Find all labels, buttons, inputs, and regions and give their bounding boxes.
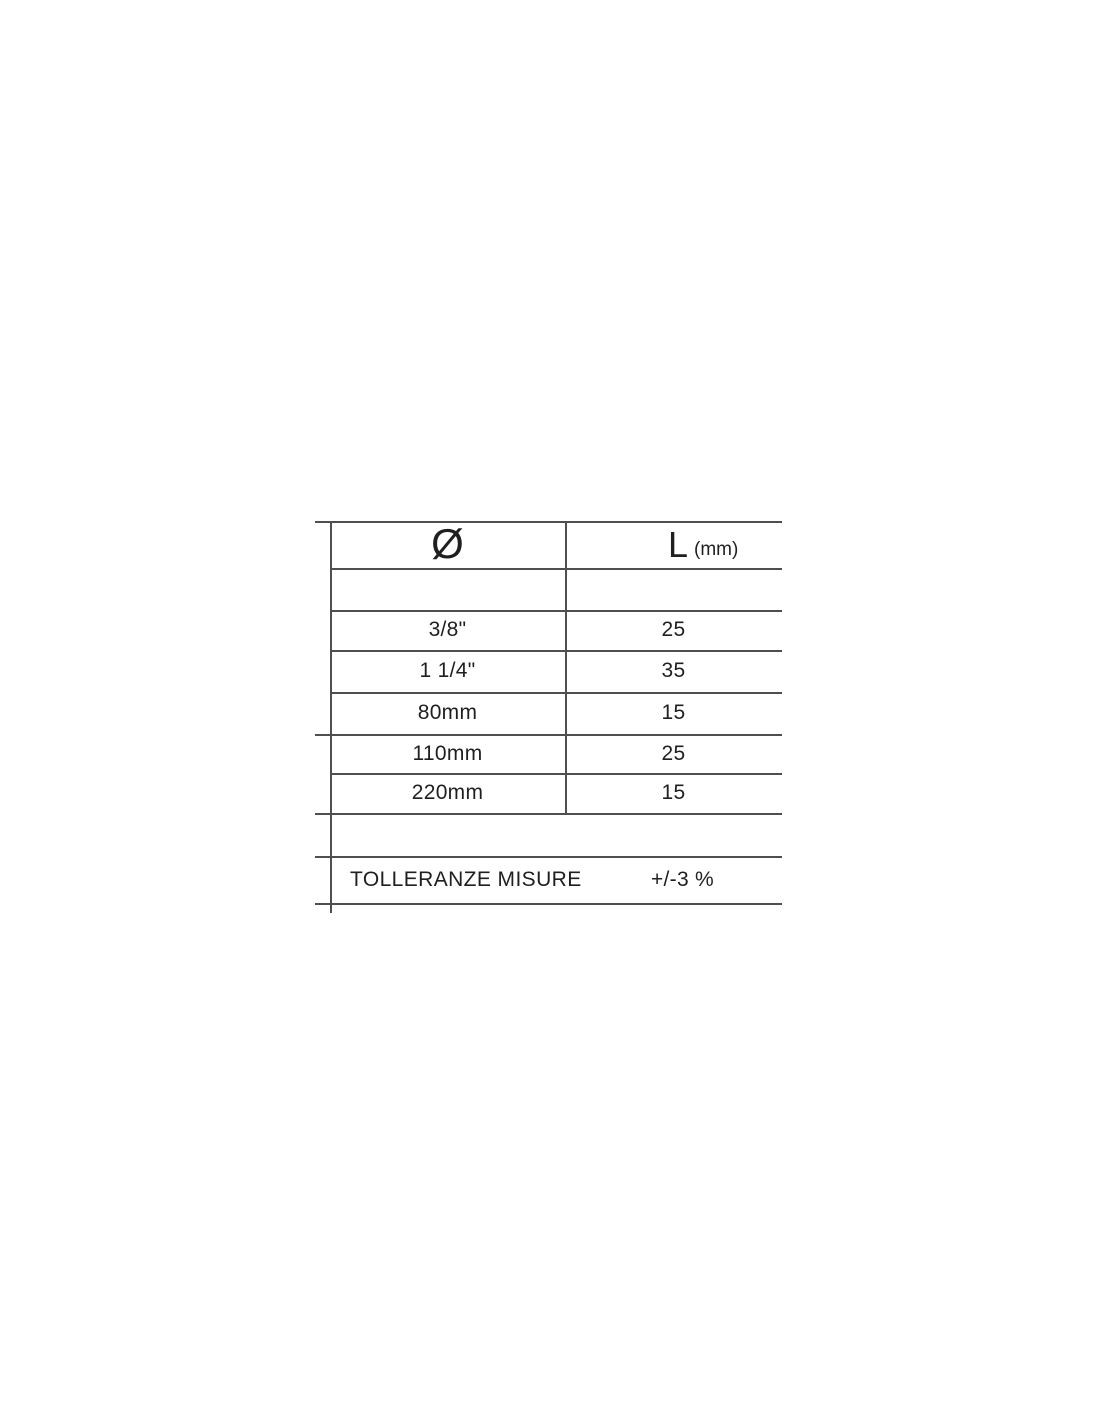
diameter-value: 110mm: [412, 741, 483, 765]
tolerance-row: [330, 856, 782, 903]
table-row: [330, 650, 782, 692]
header-cell-diameter: [330, 521, 565, 568]
length-symbol: L: [668, 523, 689, 565]
header-cell-length: [565, 521, 782, 568]
table-row: [330, 734, 782, 773]
table-row: [330, 773, 782, 813]
diameter-value: 3/8": [428, 618, 467, 641]
diameter-symbol: Ø: [431, 519, 464, 567]
dimension-spec-table: [315, 519, 785, 919]
length-value: 35: [661, 659, 686, 682]
table-bottom-border: [315, 903, 782, 905]
header-bottom-rule: [330, 568, 782, 570]
diameter-value: 80mm: [417, 701, 478, 724]
table-header-row: [330, 521, 782, 568]
tolerance-value: +/-3 %: [650, 867, 715, 891]
tolerance-label: TOLLERANZE MISURE: [350, 867, 582, 891]
length-value: 25: [661, 741, 686, 765]
table-row: [330, 692, 782, 734]
table-row: [330, 610, 782, 650]
diameter-value: 1 1/4": [419, 659, 476, 682]
diameter-value: 220mm: [411, 781, 484, 804]
length-value: 25: [661, 618, 686, 641]
length-unit-label: (mm): [694, 539, 739, 560]
row-rule-6-with-tick: [315, 813, 782, 815]
length-value: 15: [661, 781, 686, 804]
length-value: 15: [661, 701, 686, 724]
